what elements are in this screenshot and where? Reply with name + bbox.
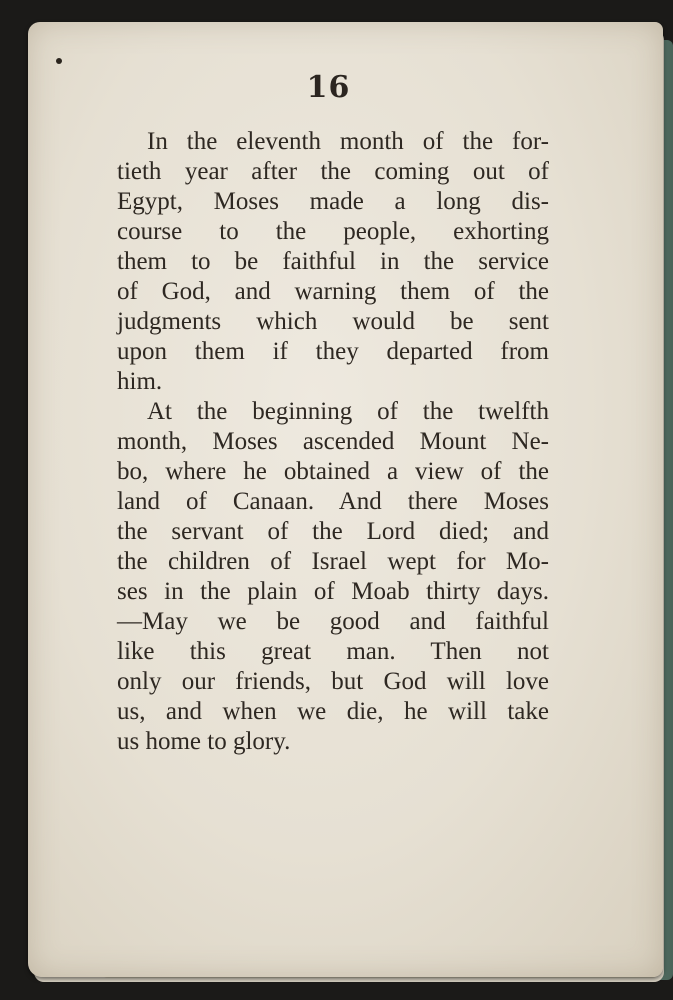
text-line: of God, and warning them of the (117, 278, 549, 305)
text-line: the children of Israel wept for Mo- (117, 548, 549, 575)
text-line: At the beginning of the twelfth (147, 398, 549, 425)
text-line: Egypt, Moses made a long dis- (117, 188, 549, 215)
text-line: tieth year after the coming out of (117, 158, 549, 185)
text-line: bo, where he obtained a view of the (117, 458, 549, 485)
text-line: ses in the plain of Moab thirty days. (117, 578, 549, 605)
text-line: them to be faithful in the service (117, 248, 549, 275)
text-line: month, Moses ascended Mount Ne- (117, 428, 549, 455)
binding-hole (56, 58, 62, 64)
text-line: only our friends, but God will love (117, 668, 549, 695)
text-line: upon them if they departed from (117, 338, 549, 365)
page-number: 16 (306, 70, 351, 105)
text-line: like this great man. Then not (117, 638, 549, 665)
body-text (117, 127, 549, 757)
text-line: the servant of the Lord died; and (117, 518, 549, 545)
text-line: us, and when we die, he will take (117, 698, 549, 725)
text-line: —May we be good and faithful (117, 608, 549, 635)
text-line: In the eleventh month of the for- (147, 128, 549, 155)
text-line: land of Canaan. And there Moses (117, 488, 549, 515)
text-line: course to the people, exhorting (117, 218, 549, 245)
text-line: judgments which would be sent (117, 308, 549, 335)
text-line: him. (117, 368, 163, 395)
text-line: us home to glory. (117, 728, 291, 755)
